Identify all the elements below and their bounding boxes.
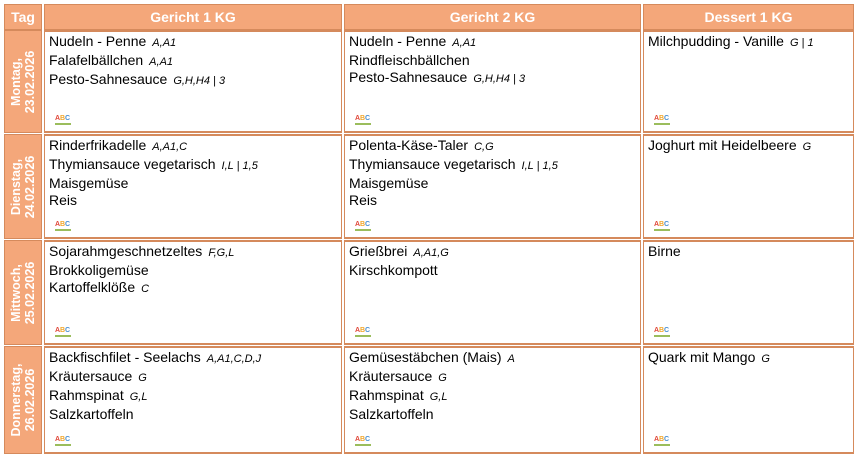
dish-item bbox=[49, 262, 337, 279]
dish-item bbox=[349, 137, 636, 156]
day-label bbox=[9, 364, 37, 437]
dish-name: Salzkartoffeln bbox=[49, 406, 134, 422]
day-label bbox=[9, 50, 37, 113]
abc-logo-icon bbox=[55, 221, 71, 233]
abc-logo-letter: A bbox=[654, 327, 660, 334]
abc-logo-letter: A bbox=[355, 115, 361, 122]
menu-cell-gericht-1 bbox=[44, 346, 342, 454]
abc-logo-letter: B bbox=[659, 115, 665, 122]
dish-name: Kräutersauce bbox=[349, 368, 433, 384]
dish-name: Birne bbox=[648, 243, 681, 259]
dish-name: Reis bbox=[49, 192, 78, 208]
abc-logo-letter: B bbox=[659, 436, 665, 443]
dish-name: Brokkoligemüse bbox=[49, 262, 149, 278]
abc-logo-letter: C bbox=[664, 221, 670, 228]
dish-item bbox=[49, 175, 337, 192]
day-name: Dienstag, bbox=[9, 158, 23, 215]
menu-cell-dessert-1 bbox=[643, 134, 854, 239]
dish-name: Rindfleischbällchen bbox=[349, 52, 470, 68]
dish-list bbox=[349, 349, 636, 423]
menu-cell-gericht-2 bbox=[344, 134, 641, 239]
abc-logo-letter: A bbox=[55, 115, 61, 122]
abc-logo-letter: C bbox=[365, 221, 371, 228]
dish-list bbox=[349, 137, 636, 209]
dish-name: Falafelbällchen bbox=[49, 52, 144, 68]
allergen-codes: I,L | 1,5 bbox=[221, 160, 258, 172]
dish-name: Nudeln - Penne bbox=[349, 33, 447, 49]
dish-item bbox=[49, 406, 337, 423]
dish-item bbox=[349, 33, 636, 52]
menu-cell-dessert-1 bbox=[643, 240, 854, 345]
abc-logo-icon bbox=[355, 221, 371, 233]
dish-item bbox=[349, 175, 636, 192]
dish-item bbox=[349, 406, 636, 423]
allergen-codes: G bbox=[761, 353, 770, 365]
day-date: 24.02.2026 bbox=[23, 155, 37, 218]
abc-logo-letter: B bbox=[659, 327, 665, 334]
dish-name: Grießbrei bbox=[349, 243, 408, 259]
dish-name: Milchpudding - Vanille bbox=[648, 33, 784, 49]
dish-list bbox=[49, 349, 337, 423]
abc-logo-letter: C bbox=[365, 327, 371, 334]
dish-item bbox=[49, 52, 337, 71]
abc-logo-letter: C bbox=[664, 115, 670, 122]
abc-logo-underline bbox=[654, 444, 670, 446]
abc-logo-letter: B bbox=[360, 221, 366, 228]
abc-logo-underline bbox=[355, 123, 371, 125]
dish-item bbox=[349, 262, 636, 279]
abc-logo-letter: C bbox=[65, 221, 71, 228]
allergen-codes: A,A1,C,D,J bbox=[206, 353, 262, 365]
allergen-codes: G,L bbox=[429, 391, 448, 403]
dish-name: Rahmspinat bbox=[349, 387, 424, 403]
header-gericht-2: Gericht 2 KG bbox=[344, 4, 641, 30]
dish-name: Backfischfilet - Seelachs bbox=[49, 349, 201, 365]
dish-item bbox=[49, 192, 337, 209]
allergen-codes: A,A1 bbox=[152, 37, 177, 49]
dish-item bbox=[49, 156, 337, 175]
dish-item bbox=[648, 243, 849, 260]
abc-logo-letter: B bbox=[360, 327, 366, 334]
allergen-codes: A,A1,G bbox=[413, 247, 449, 259]
menu-cell-gericht-1 bbox=[44, 134, 342, 239]
dish-name: Joghurt mit Heidelbeere bbox=[648, 137, 797, 153]
dish-list bbox=[648, 349, 849, 368]
abc-logo-letter: B bbox=[60, 436, 66, 443]
abc-logo-letter: A bbox=[55, 436, 61, 443]
dish-list bbox=[49, 137, 337, 209]
menu-cell-dessert-1 bbox=[643, 346, 854, 454]
dish-item bbox=[648, 349, 849, 368]
abc-logo-letter: B bbox=[60, 115, 66, 122]
day-cell bbox=[4, 346, 42, 454]
day-label bbox=[9, 261, 37, 324]
dish-name: Polenta-Käse-Taler bbox=[349, 137, 469, 153]
allergen-codes: G,H,H4 | 3 bbox=[473, 73, 526, 85]
dish-name: Salzkartoffeln bbox=[349, 406, 434, 422]
abc-logo-letter: A bbox=[355, 221, 361, 228]
allergen-codes: A bbox=[507, 353, 515, 365]
abc-logo-icon bbox=[355, 327, 371, 339]
abc-logo-icon bbox=[55, 115, 71, 127]
abc-logo-letter: C bbox=[65, 115, 71, 122]
day-cell bbox=[4, 240, 42, 345]
abc-logo-letter: A bbox=[654, 436, 660, 443]
dish-name: Reis bbox=[349, 192, 378, 208]
dish-item bbox=[49, 387, 337, 406]
dish-item bbox=[49, 368, 337, 387]
dish-item bbox=[349, 52, 636, 69]
menu-cell-gericht-2 bbox=[344, 30, 641, 133]
dish-list bbox=[49, 243, 337, 298]
abc-logo-underline bbox=[355, 335, 371, 337]
abc-logo-underline bbox=[654, 229, 670, 231]
dish-list bbox=[648, 243, 849, 260]
allergen-codes: G,L bbox=[129, 391, 148, 403]
allergen-codes: G bbox=[438, 372, 447, 384]
dish-name: Thymiansauce vegetarisch bbox=[349, 156, 516, 172]
allergen-codes: G bbox=[138, 372, 147, 384]
dish-item bbox=[349, 368, 636, 387]
dish-item bbox=[49, 33, 337, 52]
dish-name: Nudeln - Penne bbox=[49, 33, 147, 49]
dish-name: Kirschkompott bbox=[349, 262, 438, 278]
dish-name: Quark mit Mango bbox=[648, 349, 756, 365]
dish-list bbox=[49, 33, 337, 90]
allergen-codes: A,A1,C bbox=[152, 141, 188, 153]
dish-name: Kartoffelklöße bbox=[49, 279, 136, 295]
dish-list bbox=[648, 33, 849, 52]
allergen-codes: G bbox=[802, 141, 812, 153]
dish-item bbox=[349, 243, 636, 262]
abc-logo-icon bbox=[654, 221, 670, 233]
abc-logo-underline bbox=[55, 123, 71, 125]
dish-item bbox=[49, 243, 337, 262]
allergen-codes: A,A1 bbox=[452, 37, 477, 49]
header-dessert-1: Dessert 1 KG bbox=[643, 4, 854, 30]
abc-logo-letter: C bbox=[365, 115, 371, 122]
dish-name: Rinderfrikadelle bbox=[49, 137, 147, 153]
allergen-codes: C,G bbox=[474, 141, 494, 153]
allergen-codes: I,L | 1,5 bbox=[521, 160, 558, 172]
header-tag: Tag bbox=[4, 4, 42, 30]
dish-name: Pesto-Sahnesauce bbox=[49, 71, 168, 87]
dish-name: Rahmspinat bbox=[49, 387, 124, 403]
dish-item bbox=[349, 69, 636, 88]
dish-item bbox=[349, 156, 636, 175]
allergen-codes: G | 1 bbox=[789, 37, 814, 49]
day-cell bbox=[4, 30, 42, 133]
dish-item bbox=[648, 137, 849, 156]
day-label bbox=[9, 155, 37, 218]
header-gericht-1: Gericht 1 KG bbox=[44, 4, 342, 30]
menu-cell-gericht-1 bbox=[44, 240, 342, 345]
abc-logo-underline bbox=[654, 335, 670, 337]
dish-name: Pesto-Sahnesauce bbox=[349, 69, 468, 85]
abc-logo-underline bbox=[355, 229, 371, 231]
abc-logo-letter: A bbox=[355, 327, 361, 334]
dish-item bbox=[349, 192, 636, 209]
dish-list bbox=[349, 243, 636, 279]
abc-logo-letter: B bbox=[659, 221, 665, 228]
abc-logo-letter: B bbox=[360, 115, 366, 122]
dish-list bbox=[349, 33, 636, 88]
abc-logo-icon bbox=[654, 436, 670, 448]
allergen-codes: C bbox=[141, 283, 150, 295]
abc-logo-underline bbox=[55, 229, 71, 231]
abc-logo-letter: A bbox=[55, 221, 61, 228]
abc-logo-letter: A bbox=[654, 221, 660, 228]
dish-item bbox=[49, 71, 337, 90]
dish-name: Sojarahmgeschnetzeltes bbox=[49, 243, 203, 259]
day-date: 25.02.2026 bbox=[23, 261, 37, 324]
day-date: 23.02.2026 bbox=[23, 50, 37, 113]
abc-logo-icon bbox=[55, 436, 71, 448]
dish-name: Kräutersauce bbox=[49, 368, 133, 384]
dish-item bbox=[648, 33, 849, 52]
day-date: 26.02.2026 bbox=[23, 368, 37, 432]
abc-logo-letter: B bbox=[60, 221, 66, 228]
abc-logo-letter: B bbox=[60, 327, 66, 334]
day-name: Mittwoch, bbox=[9, 263, 23, 322]
dish-item bbox=[349, 387, 636, 406]
abc-logo-underline bbox=[654, 123, 670, 125]
abc-logo-letter: A bbox=[55, 327, 61, 334]
abc-logo-letter: B bbox=[360, 436, 366, 443]
abc-logo-letter: C bbox=[65, 436, 71, 443]
abc-logo-underline bbox=[55, 335, 71, 337]
allergen-codes: A,A1 bbox=[149, 56, 174, 68]
dish-item bbox=[349, 349, 636, 368]
abc-logo-letter: C bbox=[65, 327, 71, 334]
abc-logo-icon bbox=[55, 327, 71, 339]
abc-logo-icon bbox=[355, 115, 371, 127]
dish-list bbox=[648, 137, 849, 156]
allergen-codes: G,H,H4 | 3 bbox=[173, 75, 226, 87]
abc-logo-letter: C bbox=[664, 436, 670, 443]
abc-logo-letter: A bbox=[654, 115, 660, 122]
menu-cell-gericht-1 bbox=[44, 30, 342, 133]
dish-item bbox=[49, 279, 337, 298]
day-name: Montag, bbox=[9, 57, 23, 106]
dish-name: Thymiansauce vegetarisch bbox=[49, 156, 216, 172]
dish-name: Maisgemüse bbox=[49, 175, 129, 191]
dish-name: Gemüsestäbchen (Mais) bbox=[349, 349, 502, 365]
menu-cell-dessert-1 bbox=[643, 30, 854, 133]
menu-cell-gericht-2 bbox=[344, 240, 641, 345]
allergen-codes: F,G,L bbox=[208, 247, 235, 259]
day-cell bbox=[4, 134, 42, 239]
day-name: Donnerstag, bbox=[9, 363, 23, 437]
menu-cell-gericht-2 bbox=[344, 346, 641, 454]
dish-name: Maisgemüse bbox=[349, 175, 429, 191]
dish-item bbox=[49, 137, 337, 156]
abc-logo-letter: C bbox=[365, 436, 371, 443]
abc-logo-icon bbox=[654, 327, 670, 339]
abc-logo-underline bbox=[55, 444, 71, 446]
abc-logo-underline bbox=[355, 444, 371, 446]
abc-logo-letter: A bbox=[355, 436, 361, 443]
abc-logo-letter: C bbox=[664, 327, 670, 334]
abc-logo-icon bbox=[654, 115, 670, 127]
abc-logo-icon bbox=[355, 436, 371, 448]
dish-item bbox=[49, 349, 337, 368]
